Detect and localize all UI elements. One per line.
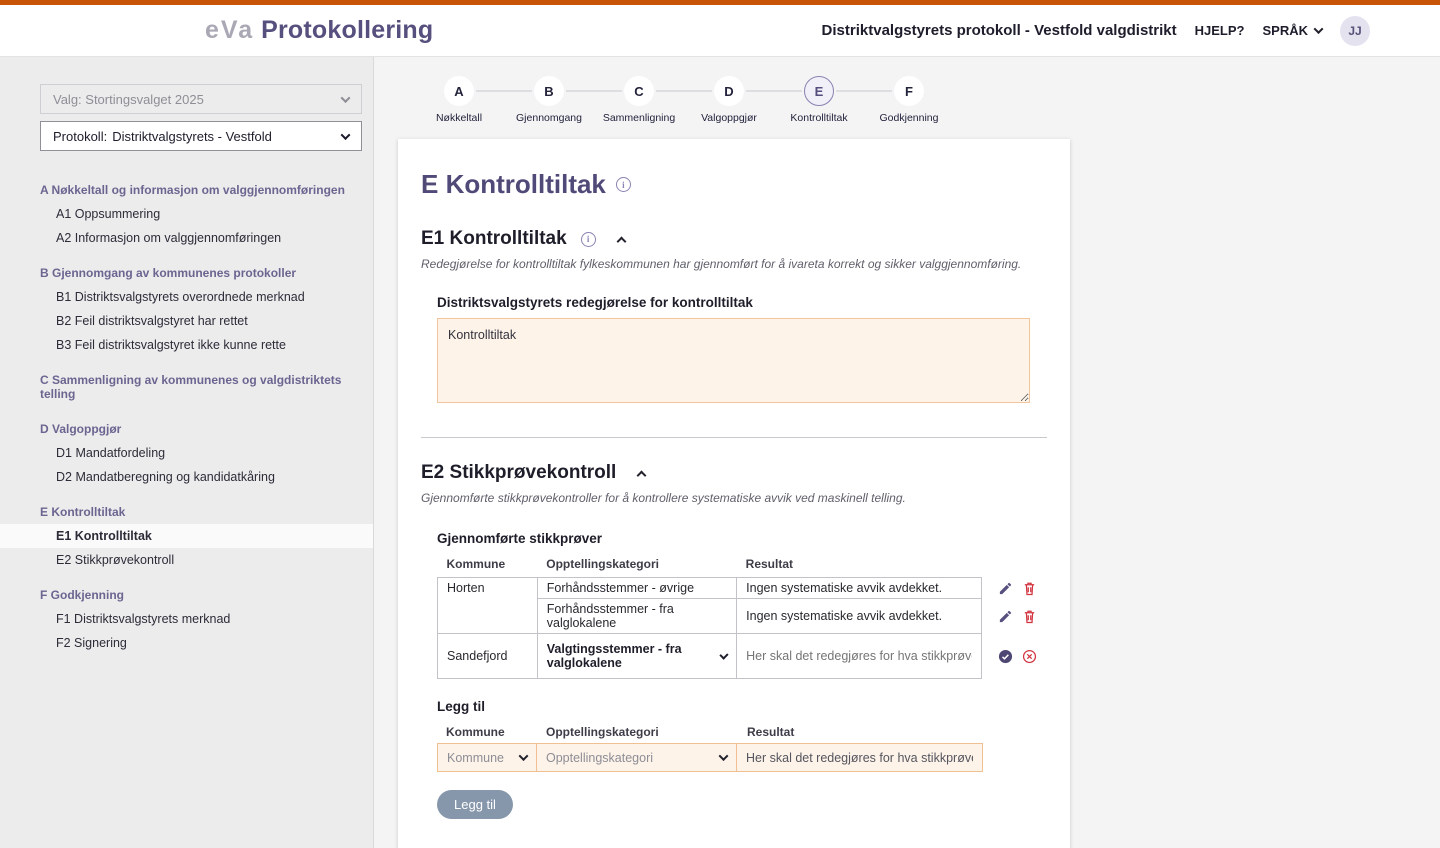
sidebar-item-b2[interactable]: B2 Feil distriktsvalgstyret har rettet <box>56 314 248 328</box>
delete-icon[interactable] <box>1022 609 1037 624</box>
table-row <box>438 578 1047 599</box>
chevron-down-icon <box>1314 24 1324 34</box>
e1-subtitle: Redegjørelse for kontrolltiltak fylkeskommunen har gjennomført for å ivareta korrekt og sikker valggjennomføring. <box>421 257 1022 271</box>
e1-heading: E1 Kontrolltiltak <box>421 228 567 249</box>
sidebar-item-e2[interactable]: E2 Stikkprøvekontroll <box>56 553 175 567</box>
help-link[interactable]: HJELP? <box>1194 23 1245 38</box>
sidebar-item-f2[interactable]: F2 Signering <box>56 636 127 650</box>
collapse-chevron-up-icon[interactable] <box>637 470 647 480</box>
nav-section-e: E Kontrolltiltak <box>40 505 126 519</box>
legg-til-title: Legg til <box>437 699 485 715</box>
edit-icon[interactable] <box>998 581 1013 596</box>
redegjorelse-textarea[interactable] <box>437 318 1030 403</box>
step-c[interactable] <box>594 76 684 124</box>
valg-select[interactable] <box>40 84 362 114</box>
step-d-label: Valgoppgjør <box>701 112 757 124</box>
step-f-circle: F <box>894 76 924 106</box>
sidebar-item-f1[interactable]: F1 Distriktsvalgstyrets merknad <box>56 612 231 626</box>
col-header-kommune: Kommune <box>446 557 506 571</box>
sidebar <box>0 57 374 848</box>
eva-logo: eVa <box>205 16 255 44</box>
language-menu[interactable] <box>1262 23 1322 38</box>
add-resultat-input[interactable] <box>746 751 973 765</box>
main-area <box>374 57 1440 848</box>
add-row <box>437 743 1047 772</box>
kategori-select-value: Valgtingsstemmer - fra valglokalene <box>546 642 682 671</box>
cancel-icon[interactable] <box>1022 649 1037 664</box>
page-title: E Kontrolltiltak <box>421 169 606 199</box>
delete-icon[interactable] <box>1022 581 1037 596</box>
cell-kommune: Sandefjord <box>438 634 538 679</box>
page-title-row <box>421 169 1047 200</box>
col-header-resultat: Resultat <box>745 557 793 571</box>
step-c-label: Sammenligning <box>602 112 676 124</box>
info-icon[interactable] <box>581 232 596 247</box>
stikkprover-table <box>437 554 1047 679</box>
resultat-input[interactable] <box>746 649 971 663</box>
e2-heading-row <box>421 462 1047 484</box>
step-d-circle: D <box>714 76 744 106</box>
sidebar-item-d1[interactable]: D1 Mandatfordeling <box>56 446 166 460</box>
nav-section-d: D Valgoppgjør <box>40 422 122 436</box>
protokoll-select-label: Protokoll: <box>53 128 108 144</box>
stepper <box>374 57 1440 124</box>
add-headers <box>437 722 1047 743</box>
nav-section-b: B Gjennomgang av kommunenes protokoller <box>40 266 297 280</box>
col-header-kategori: Opptellingskategori <box>546 557 659 571</box>
sidebar-item-a1[interactable]: A1 Oppsummering <box>56 207 161 221</box>
e2-heading: E2 Stikkprøvekontroll <box>421 462 617 483</box>
step-e[interactable] <box>774 76 864 124</box>
add-kommune-select[interactable] <box>437 743 537 772</box>
protokoll-select[interactable] <box>40 121 362 151</box>
add-kategori-select[interactable] <box>536 743 737 772</box>
step-b-label: Gjennomgang <box>516 112 582 124</box>
redegjorelse-label: Distriktsvalgstyrets redegjørelse for kontrolltiltak <box>437 295 753 310</box>
sidebar-item-a2[interactable]: A2 Informasjon om valggjennomføringen <box>56 231 282 245</box>
add-kommune-placeholder: Kommune <box>447 750 504 765</box>
table-row-editing <box>438 634 1047 679</box>
stikkprover-table-title: Gjennomførte stikkprøver <box>437 531 603 546</box>
user-avatar[interactable]: JJ <box>1340 16 1370 46</box>
step-d[interactable] <box>684 76 774 124</box>
add-kategori-placeholder: Opptellingskategori <box>546 750 654 765</box>
e1-heading-row <box>421 228 1047 250</box>
step-b[interactable] <box>504 76 594 124</box>
step-f-label: Godkjenning <box>879 112 939 124</box>
cell-resultat: Ingen systematiske avvik avdekket. <box>737 578 981 599</box>
add-col-resultat: Resultat <box>747 725 795 740</box>
app-name: Protokollering <box>261 16 434 44</box>
cell-resultat: Ingen systematiske avvik avdekket. <box>737 599 981 634</box>
cell-kategori: Forhåndsstemmer - fra valglokalene <box>537 599 736 634</box>
e2-subtitle: Gjennomførte stikkprøvekontroller for å kontrollere systematiske avvik ved maskinell telling. <box>421 491 906 505</box>
chevron-down-icon <box>341 93 351 103</box>
collapse-chevron-up-icon[interactable] <box>616 236 626 246</box>
step-a-label: Nøkkeltall <box>435 112 483 124</box>
app-header <box>0 5 1440 57</box>
chevron-down-icon <box>720 650 729 659</box>
chevron-down-icon <box>519 751 529 761</box>
sidebar-item-d2[interactable]: D2 Mandatberegning og kandidatkåring <box>56 470 275 484</box>
content-card <box>398 139 1070 848</box>
sidebar-item-e1[interactable]: E1 Kontrolltiltak <box>0 524 373 548</box>
add-col-kategori: Opptellingskategori <box>546 725 659 740</box>
valg-select-value: Valg: Stortingsvalget 2025 <box>53 91 204 107</box>
info-icon[interactable] <box>616 177 631 192</box>
step-f[interactable] <box>864 76 954 124</box>
section-divider <box>421 437 1047 438</box>
nav-section-c: C Sammenligning av kommunenes og valgdistriktets telling <box>40 373 342 401</box>
nav-section-a: A Nøkkeltall og informasjon om valggjennomføringen <box>40 183 345 197</box>
step-e-circle: E <box>804 76 834 106</box>
language-label: SPRÅK <box>1262 23 1308 38</box>
step-a[interactable] <box>414 76 504 124</box>
protocol-title: Distriktvalgstyrets protokoll - Vestfold valgdistrikt <box>821 22 1177 39</box>
kategori-select[interactable] <box>547 637 727 675</box>
app-logo <box>205 16 433 45</box>
chevron-down-icon <box>341 130 351 140</box>
cell-kategori: Forhåndsstemmer - øvrige <box>537 578 736 599</box>
chevron-down-icon <box>719 751 729 761</box>
step-c-circle: C <box>624 76 654 106</box>
legg-til-button[interactable]: Legg til <box>437 790 513 819</box>
step-b-circle: B <box>534 76 564 106</box>
nav-section-f: F Godkjenning <box>40 588 124 602</box>
confirm-icon[interactable] <box>998 649 1013 664</box>
add-col-kommune: Kommune <box>446 725 505 740</box>
sidebar-item-b1[interactable]: B1 Distriktsvalgstyrets overordnede merknad <box>56 290 305 304</box>
protokoll-select-value: Distriktvalgstyrets - Vestfold <box>112 128 272 144</box>
step-a-circle: A <box>444 76 474 106</box>
cell-kommune: Horten <box>438 578 538 634</box>
sidebar-item-b3[interactable]: B3 Feil distriktsvalgstyret ikke kunne rette <box>56 338 286 352</box>
edit-icon[interactable] <box>998 609 1013 624</box>
sidebar-nav <box>0 177 373 655</box>
step-e-label: Kontrolltiltak <box>790 112 848 124</box>
